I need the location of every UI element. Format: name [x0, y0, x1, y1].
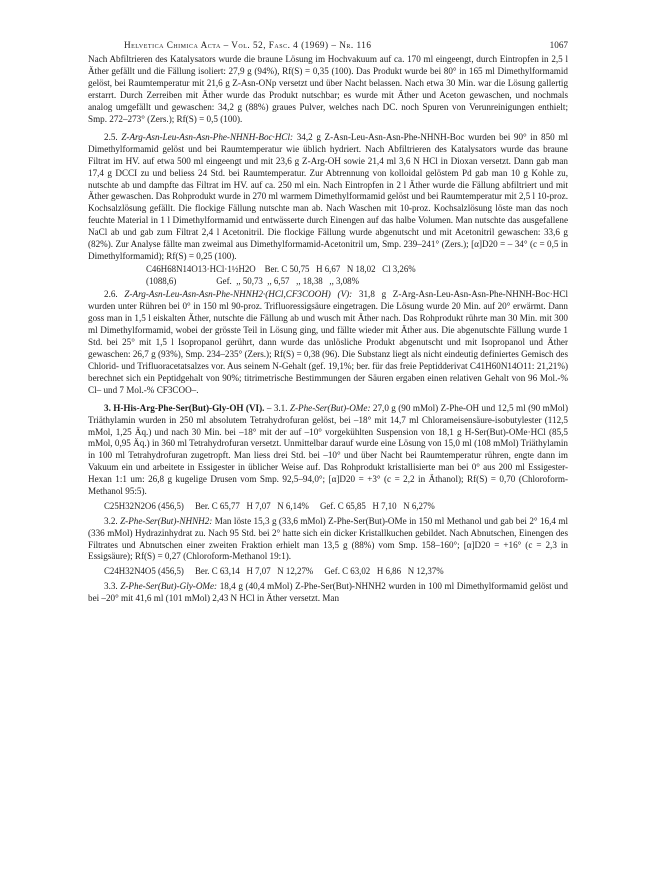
analysis-line-2: (1088,6) Gef. ,, 50,73 ,, 6,57 ,, 18,38 ,, 3,08%: [146, 275, 359, 286]
paragraph-3-2: [88, 516, 568, 564]
compound-title: Z-Arg-Asn-Leu-Asn-Asn-Phe-NHNH-Boc·HCl:: [121, 131, 294, 142]
paragraph-body: Man löste 15,3 g (33,6 mMol) Z-Phe-Ser(But)-OMe in 150 ml Methanol und gab bei 2° 16,4 ml (336 mMol) Hydrazinhydrat zu. Nach 95 Std. bei 2° hatte sich ein dicker Kristallkuchen gebildet. Nach Abnutschen, Einengen des Filtrates und Abnutschen einer zweiten Fraktion erhielt man 13,5 g (88%) vom Smp. 158–160°; [α]D20 = +16° (c = 2,3 in Essigsäure); Rf(S) = 0,27 (Chloroform-Methanol 19:1).: [88, 515, 569, 562]
paragraph-intro: Nach Abfiltrieren des Katalysators wurde die braune Lösung im Hochvakuum auf ca. 170 ml eingeengt, durch Eintropfen in 2,5 l Äther gefällt und die Fällung isoliert: 27,9 g (94%), Rf(S) = 0,35 (100). Das Produkt wurde bei 80° in 165 ml Dimethylformamid gelöst, bei Raumtemperatur mit 21,6 g Z-Asn-ONp versetzt und über Nacht belassen. Nach etwa 30 Min. war die Lösung gallertig erstarrt. Durch Zerreiben mit Äther wurde das Produkt nutschbar; es wurde mit Äther und Aceton gewaschen, und nochmals analog umgefällt und gewaschen: 34,2 g (88%) graues Pulver, welches nach DC. noch Spuren von Verunreinigungen enthielt; Smp. 272–273° (Zers.); Rf(S) = 0,5 (100).: [88, 54, 568, 124]
section-number: 3.2.: [104, 515, 118, 526]
analysis-line-1: C46H68N14O13·HCl·1½H2O Ber. C 50,75 H 6,67 N 18,02 Cl 3,26%: [146, 264, 416, 275]
page-number: 1067: [549, 40, 568, 50]
compound-title: Z-Phe-Ser(But)-OMe:: [287, 402, 371, 413]
elemental-analysis: [88, 264, 568, 287]
journal-name: Helvetica Chimica Acta: [124, 40, 221, 50]
paragraph-body: 34,2 g Z-Asn-Leu-Asn-Asn-Phe-NHNH-Boc wurden bei 90° in 850 ml Dimethylformamid gelöst und bei Raumtemperatur wie üblich hydriert. Nach Abfiltrieren des Katalysators wurde das braune Filtrat im HV. auf etwa 500 ml eingeengt und mit 23,6 g Z-Arg-OH sowie 21,4 ml 3,6 N HCl in Dioxan versetzt. Dann gab man 17,4 g DCCI zu und beliess 24 Std. bei Raumtemperatur. Zur Abtrennung von kolloidal gelöstem Pd gab man 10 g Kohle zu, nutschte ab und dampfte das Filtrat im HV. auf ca. 250 ml ein. Nach Eintropfen in 2 l Äther wurde die Fällung abfiltriert und mit Äther gewaschen. Das Rohprodukt wurde in 270 ml warmem Dimethylformamid gelöst und bei Raumtemperatur mit 2,5 l 10-proz. Kochsalzlösung gefällt. Die flockige Fällung nutschte man ab. Nach Waschen mit 10-proz. Kochsalzlösung löste man das noch feuchte Material in 1 l Dimethylformamid und entwässerte durch Einengen auf das halbe Volumen. Man nutschte das ausgefallene NaCl ab und gab zum Filtrat 2,4 l Acetonitril. Die flockige Fällung wurde abgenutscht und mit Acetonitril gewaschen: 33,6 g (82%). Zur Analyse fällte man zweimal aus Dimethylformamid-Acetonitril um, Smp. 239–241° (Zers.); [α]D20 = – 34° (c = 0,5 in Dimethylformamid); Rf(S) = 0,25 (100).: [88, 131, 569, 262]
paragraph-3-3: [88, 581, 568, 605]
compound-title: Z-Phe-Ser(But)-NHNH2:: [117, 515, 213, 526]
section-number: – 3.1.: [264, 402, 288, 413]
running-header: [88, 40, 568, 54]
paragraph-body: 27,0 g (90 mMol) Z-Phe-OH und 12,5 ml (90 mMol) Triäthylamin wurden in 250 ml absolutem Tetrahydrofuran gelöst, bei –18° mit 14,7 ml Chlorameisensäure-isobutylester (112,5 mMol, 1,25 Äq.) und nach 30 Min. bei –18° mit der auf –10° vorgekühlten Suspension von 18,1 g H-Ser(But)-OMe·HCl (85,5 mMol, 0,95 Äq.) in 360 ml Tetrahydrofuran versetzt. Unmittelbar darauf wurde eine Lösung von 15,0 ml (108 mMol) Triäthylamin in 100 ml Tetrahydrofuran zugetropft. Man liess drei Std. bei –10° und über Nacht bei Raumtemperatur rühren, engte dann im Vakuum ein und arbeitete in Essigester in üblicher Weise auf. Das Rohprodukt kristallisierte man bei 0° aus 200 ml Essigester-Hexan 1:1 um: 26,8 g kugelige Drusen vom Smp. 92,5–94,0°; [α]D20 = +3° (c = 2,2 in Äthanol); Rf(S) = 0,70 (Chloroform-Methanol 95:5).: [88, 402, 568, 497]
running-header-title: [124, 40, 371, 52]
elemental-analysis: C24H32N4O5 (456,5) Ber. C 63,14 H 7,07 N 12,27% Gef. C 63,02 H 6,86 N 12,37%: [104, 566, 444, 577]
compound-title: Z-Phe-Ser(But)-Gly-OMe:: [117, 580, 218, 591]
paragraph-2-5: [88, 132, 568, 263]
section-number: 2.5.: [104, 131, 118, 142]
paragraph-body: 31,8 g Z-Arg-Asn-Leu-Asn-Asn-Phe-NHNH-Boc·HCl wurden unter Rühren bei 0° in 150 ml 90-proz. Trifluoressigsäure eingetragen. Die Lösung wurde 20 Min. auf 20° erwärmt. Dann goss man in 1,5 l eiskalten Äther, nutschte die Fällung ab und wusch mit Äther nach. Das Rohprodukt rührte man 30 Min. mit 300 ml Dimethylformamid, wobei der grösste Teil in Lösung ging, und fällte wieder mit Äther aus. Die abgenutschte Fällung wurde 1 Std. bei 25° mit 1,5 l Isopropanol gerührt, dann wurde das unlösliche Produkt abgenutscht und mit Isopropanol und Äther gewaschen: 26,7 g (93%), Smp. 234–235° (Zers.); Rf(S) = 0,38 (96). Die Substanz liegt als nicht eindeutig definiertes Gemisch des Chlorid- und Trifluoracetatsalzes vor. Aus seinem N-Gehalt (gef. 19,1%; ber. für das freie Peptidderivat C41H60N14O11: 21,21%) berechnet sich ein Peptidgehalt von 90%; titrimetrische Bestimmungen der Säuren ergaben einen relativen Gehalt von 96 Mol.-% Cl– und 7 Mol.-% CF3COO–.: [88, 289, 569, 395]
paragraph-3-1: [88, 403, 568, 499]
paragraph-body: 18,4 g (40,4 mMol) Z-Phe-Ser(But)-NHNH2 wurden in 100 ml Dimethylformamid gelöst und bei –20° mit 41,6 ml (101 mMol) 2,43 N HCl in Äther versetzt. Man: [88, 580, 568, 603]
section-number: 3.3.: [104, 580, 118, 591]
elemental-analysis: C25H32N2O6 (456,5) Ber. C 65,77 H 7,07 N 6,14% Gef. C 65,85 H 7,10 N 6,27%: [104, 501, 435, 512]
paragraph-2-6: [88, 289, 568, 397]
journal-page: [88, 40, 568, 605]
section-number: 2.6.: [104, 289, 118, 300]
section-heading: 3. H-His-Arg-Phe-Ser(But)-Gly-OH (VI).: [104, 402, 265, 413]
compound-title: Z-Arg-Asn-Leu-Asn-Asn-Phe-NHNH2·(HCl,CF3COOH) (V):: [124, 289, 353, 300]
journal-issue: – Vol. 52, Fasc. 4 (1969) – Nr. 116: [223, 40, 372, 50]
